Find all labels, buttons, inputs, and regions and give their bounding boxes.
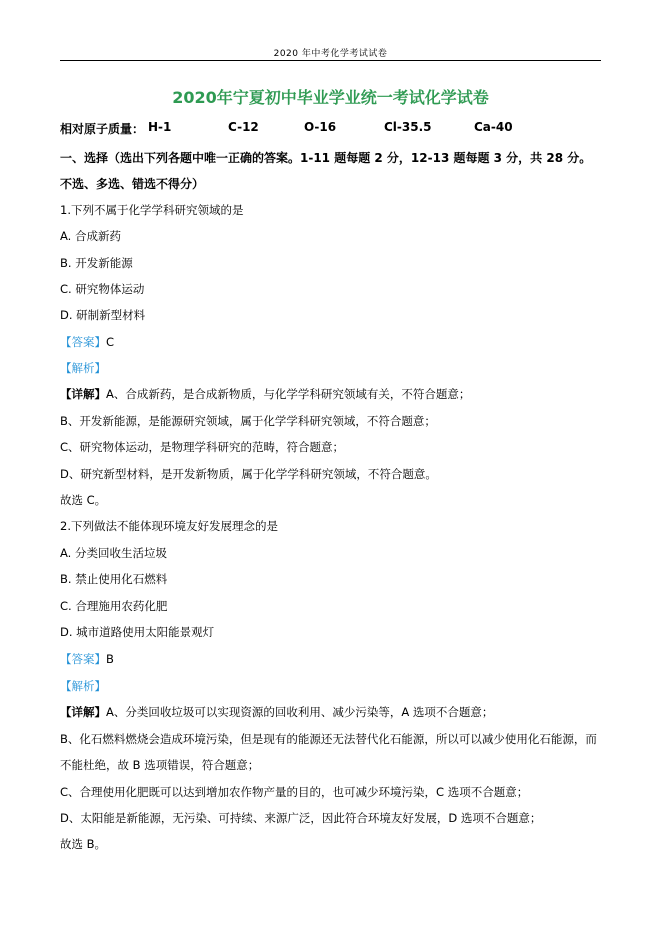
atomic-masses [60, 120, 601, 136]
detail-label: 【详解】 [60, 705, 106, 719]
detail-line: B、化石燃料燃烧会造成环境污染，但是现有的能源还无法替代化石能源，所以可以减少使用化石能源，而 [60, 732, 597, 746]
conclusion: 故选 B。 [60, 837, 107, 851]
detail-line: C、合理使用化肥既可以达到增加农作物产量的目的，也可减少环境污染，C 选项不合题意； [60, 785, 529, 799]
atomic-mass-item: Ca-40 [474, 120, 513, 134]
detail-line: D、研究新型材料，是开发新物质，属于化学学科研究领域，不符合题意。 [60, 467, 437, 481]
option-c: C. 合理施用农药化肥 [60, 599, 168, 613]
conclusion: 故选 C。 [60, 493, 107, 507]
detail-label: 【详解】 [60, 387, 106, 401]
detail-line [60, 386, 470, 402]
atomic-mass-item: O-16 [304, 120, 337, 134]
option-d: D. 城市道路使用太阳能景观灯 [60, 625, 215, 639]
atomic-masses-label: 相对原子质量： [60, 122, 145, 136]
page-header: 2020 年中考化学考试试卷 [273, 49, 388, 59]
question-stem: 2.下列做法不能体现环境友好发展理念的是 [60, 519, 278, 533]
option-a: A. 分类回收生活垃圾 [60, 546, 167, 560]
question-stem: 1.下列不属于化学学科研究领域的是 [60, 203, 244, 217]
answer-value: B [106, 652, 114, 666]
answer-line [60, 651, 114, 667]
answer-label: 【答案】 [60, 335, 106, 349]
option-d: D. 研制新型材料 [60, 308, 146, 322]
analysis-label: 【解析】 [60, 361, 106, 375]
option-a: A. 合成新药 [60, 229, 121, 243]
answer-line [60, 334, 114, 350]
analysis-label: 【解析】 [60, 679, 106, 693]
header-divider [60, 60, 601, 61]
atomic-mass-item: Cl-35.5 [384, 120, 432, 134]
detail-line: 不能杜绝，故 B 选项错误，符合题意； [60, 758, 260, 772]
document-title: 2020年宁夏初中毕业学业统一考试化学试卷 [172, 88, 489, 107]
detail-line: B、开发新能源，是能源研究领域，属于化学学科研究领域，不符合题意； [60, 414, 436, 428]
atomic-mass-item: H-1 [148, 120, 172, 134]
section-heading: 一、选择（选出下列各题中唯一正确的答案。1-11 题每题 2 分，12-13 题每题 3 分，共 28 分。 [60, 151, 592, 165]
option-c: C. 研究物体运动 [60, 282, 145, 296]
detail-text: A、合成新药，是合成新物质，与化学学科研究领域有关，不符合题意； [106, 387, 471, 401]
detail-text: A、分类回收垃圾可以实现资源的回收利用、减少污染等，A 选项不合题意； [106, 705, 494, 719]
answer-value: C [106, 335, 115, 349]
detail-line: D、太阳能是新能源，无污染、可持续、来源广泛，因此符合环境友好发展，D 选项不合题意； [60, 811, 542, 825]
detail-line [60, 704, 493, 720]
option-b: B. 开发新能源 [60, 256, 133, 270]
atomic-mass-item: C-12 [228, 120, 259, 134]
option-b: B. 禁止使用化石燃料 [60, 572, 168, 586]
detail-line: C、研究物体运动，是物理学科研究的范畴，符合题意； [60, 440, 345, 454]
answer-label: 【答案】 [60, 652, 106, 666]
section-heading-note: 不选、多选、错选不得分） [60, 177, 205, 191]
